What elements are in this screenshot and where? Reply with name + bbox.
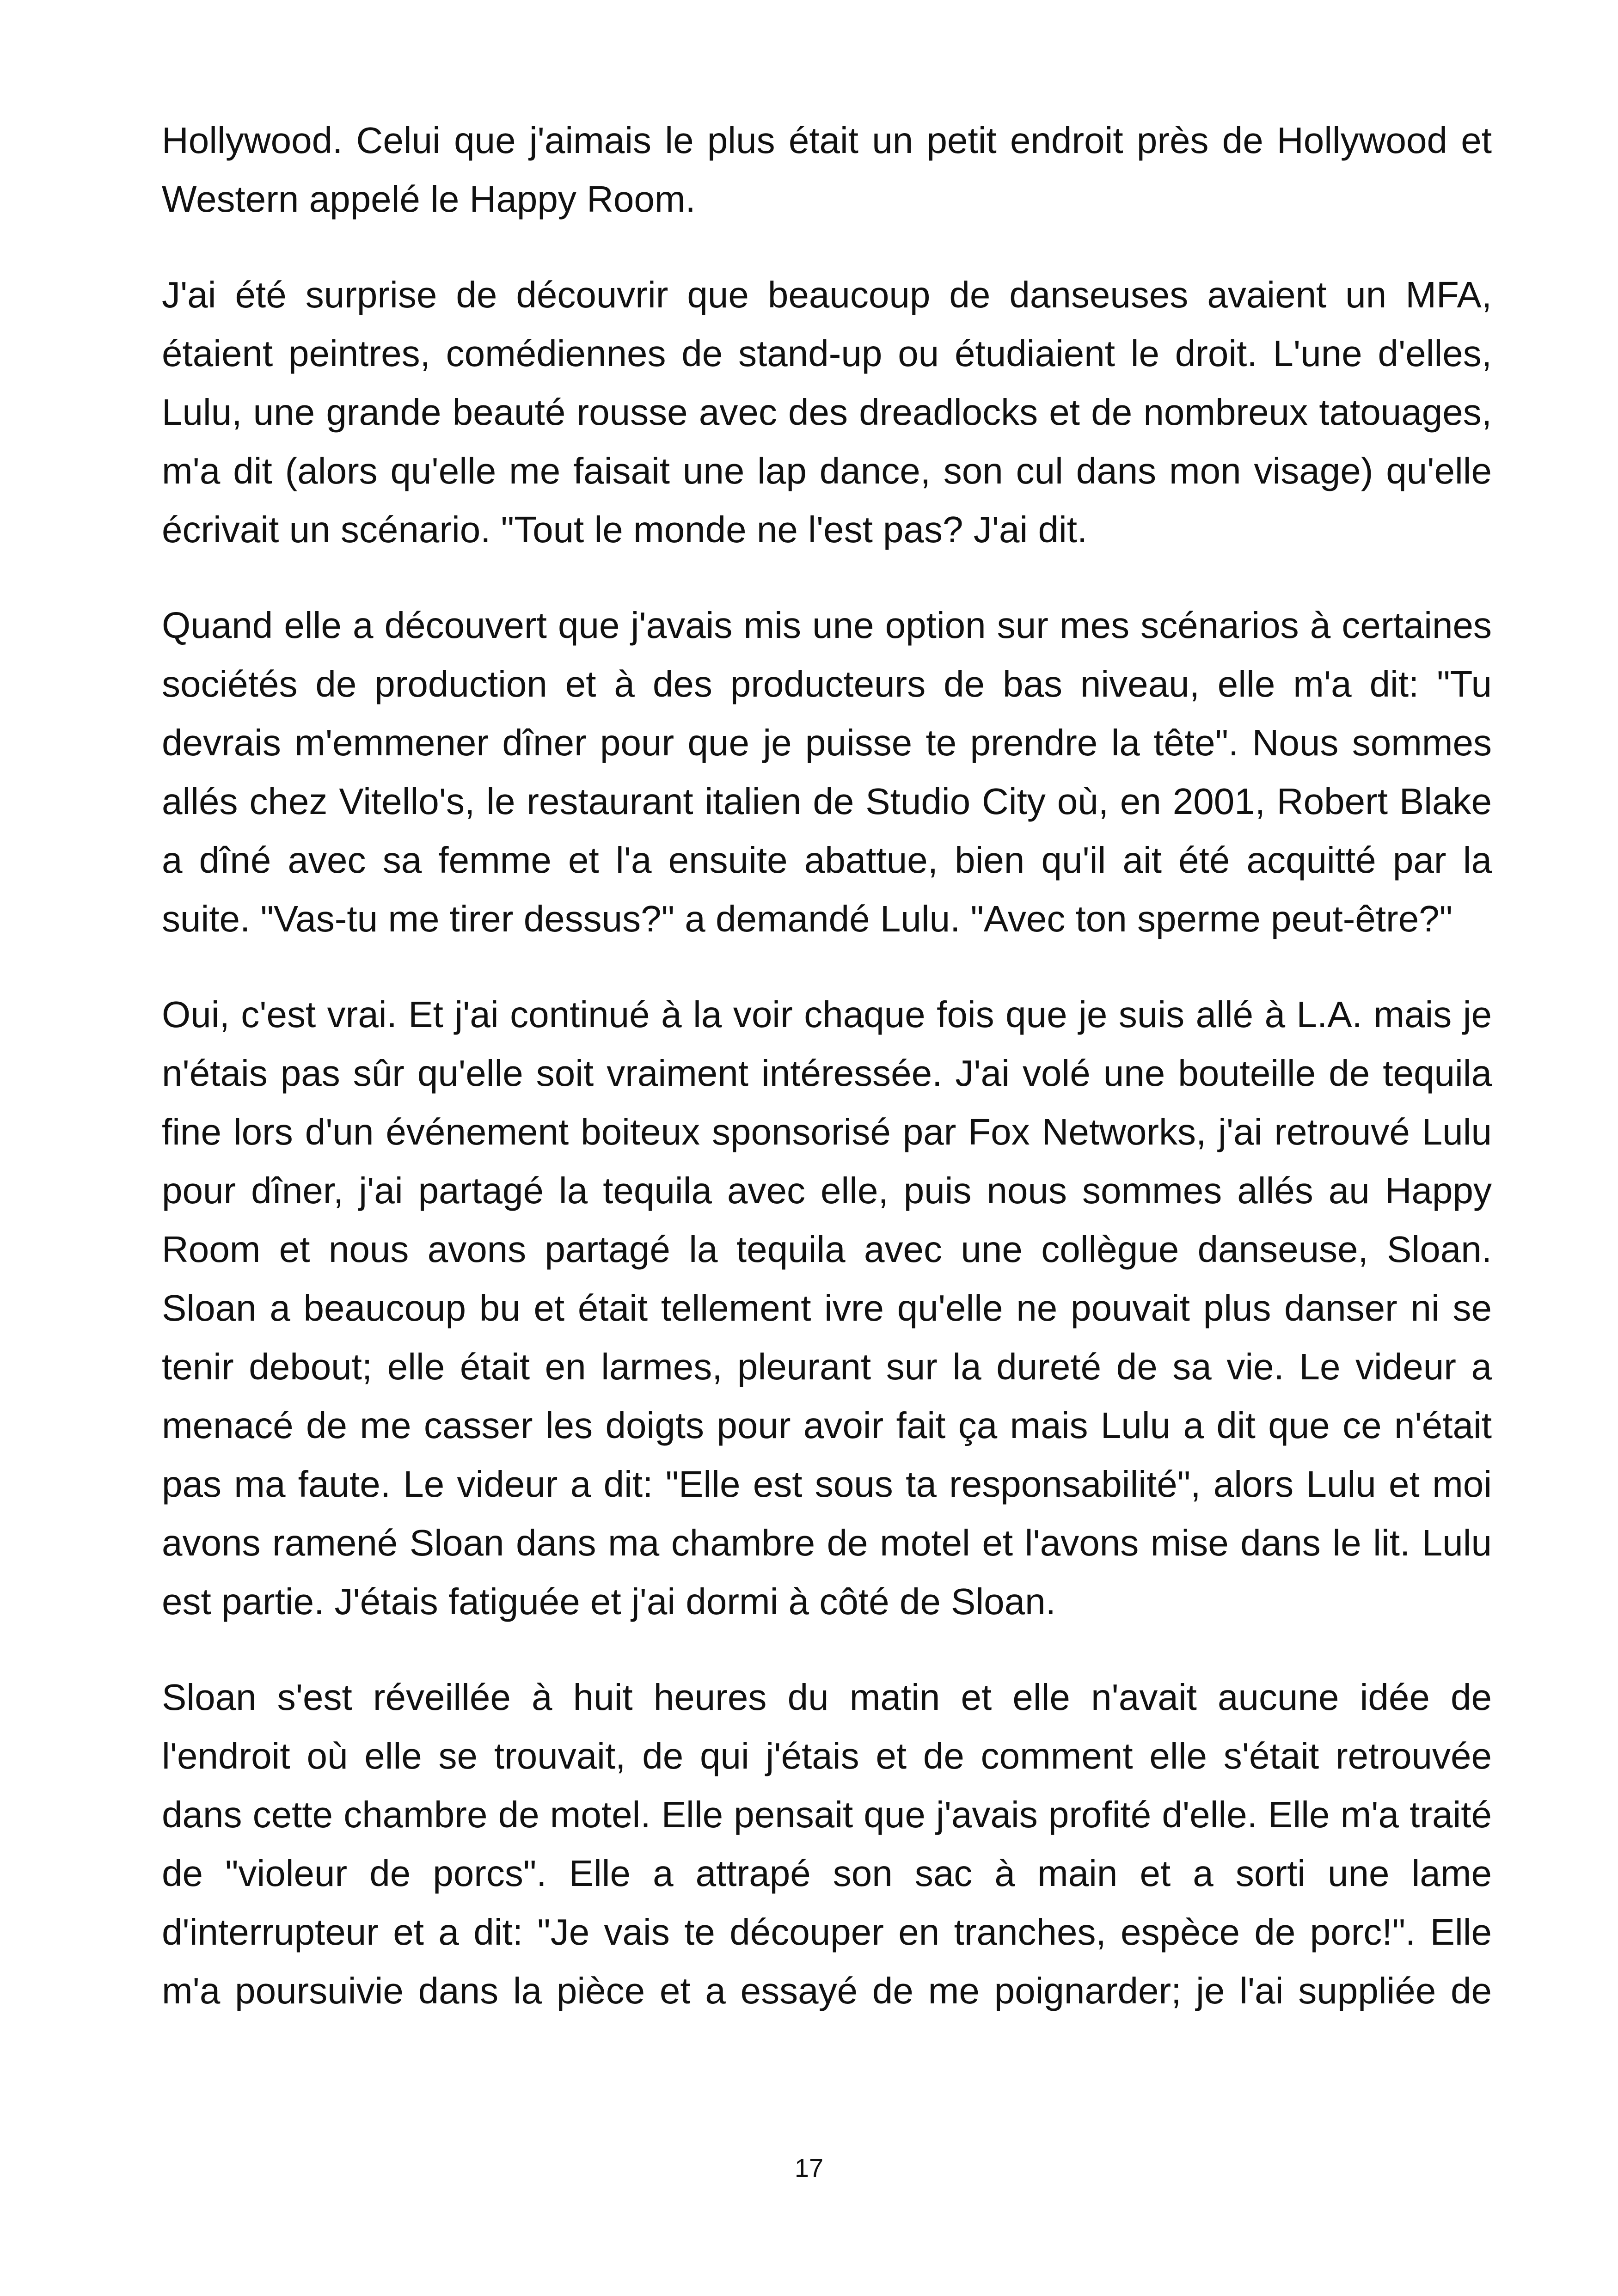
body-text	[162, 111, 1492, 2020]
paragraph-2: J'ai été surprise de découvrir que beaucoup de danseuses avaient un MFA, étaient peintres, comédiennes de stand-up ou étudiaient le droit. L'une d'elles, Lulu, une grande beauté rousse avec des dreadlocks et de nombreux tatouages, m'a dit (alors qu'elle me faisait une lap dance, son cul dans mon visage) qu'elle écrivait un scénario. "Tout le monde ne l'est pas? J'ai dit.	[162, 274, 1492, 550]
paragraph-3: Quand elle a découvert que j'avais mis une option sur mes scénarios à certaines sociétés de production et à des producteurs de bas niveau, elle m'a dit: "Tu devrais m'emmener dîner pour que je puisse te prendre la tête". Nous sommes allés chez Vitello's, le restaurant italien de Studio City où, en 2001, Robert Blake a dîné avec sa femme et l'a ensuite abattue, bien qu'il ait été acquitté par la suite. "Vas-tu me tirer dessus?" a demandé Lulu. "Avec ton sperme peut-être?"	[162, 605, 1492, 939]
paragraph-4: Oui, c'est vrai. Et j'ai continué à la voir chaque fois que je suis allé à L.A. mais je n'étais pas sûr qu'elle soit vraiment intéressée. J'ai volé une bouteille de tequila fine lors d'un événement boiteux sponsorisé par Fox Networks, j'ai retrouvé Lulu pour dîner, j'ai partagé la tequila avec elle, puis nous sommes allés au Happy Room et nous avons partagé la tequila avec une collègue danseuse, Sloan. Sloan a beaucoup bu et était tellement ivre qu'elle ne pouvait plus danser ni se tenir debout; elle était en larmes, pleurant sur la dureté de sa vie. Le videur a menacé de me casser les doigts pour avoir fait ça mais Lulu a dit que ce n'était pas ma faute. Le videur a dit: "Elle est sous ta responsabilité", alors Lulu et moi avons ramené Sloan dans ma chambre de motel et l'avons mise dans le lit. Lulu est partie. J'étais fatiguée et j'ai dormi à côté de Sloan.	[162, 994, 1492, 1622]
page-number: 17	[794, 2153, 824, 2182]
paragraph-5: Sloan s'est réveillée à huit heures du matin et elle n'avait aucune idée de l'endroit où elle se trouvait, de qui j'étais et de comment elle s'était retrouvée dans cette chambre de motel. Elle pensait que j'avais profité d'elle. Elle m'a traité de "violeur de porcs". Elle a attrapé son sac à main et a sorti une lame d'interrupteur et a dit: "Je vais te découper en tranches, espèce de porc!". Elle m'a poursuivie dans la pièce et a essayé de me poignarder; je l'ai suppliée de	[162, 1677, 1492, 2011]
paragraph-1: Hollywood. Celui que j'aimais le plus était un petit endroit près de Hollywood et Western appelé le Happy Room.	[162, 120, 1492, 220]
